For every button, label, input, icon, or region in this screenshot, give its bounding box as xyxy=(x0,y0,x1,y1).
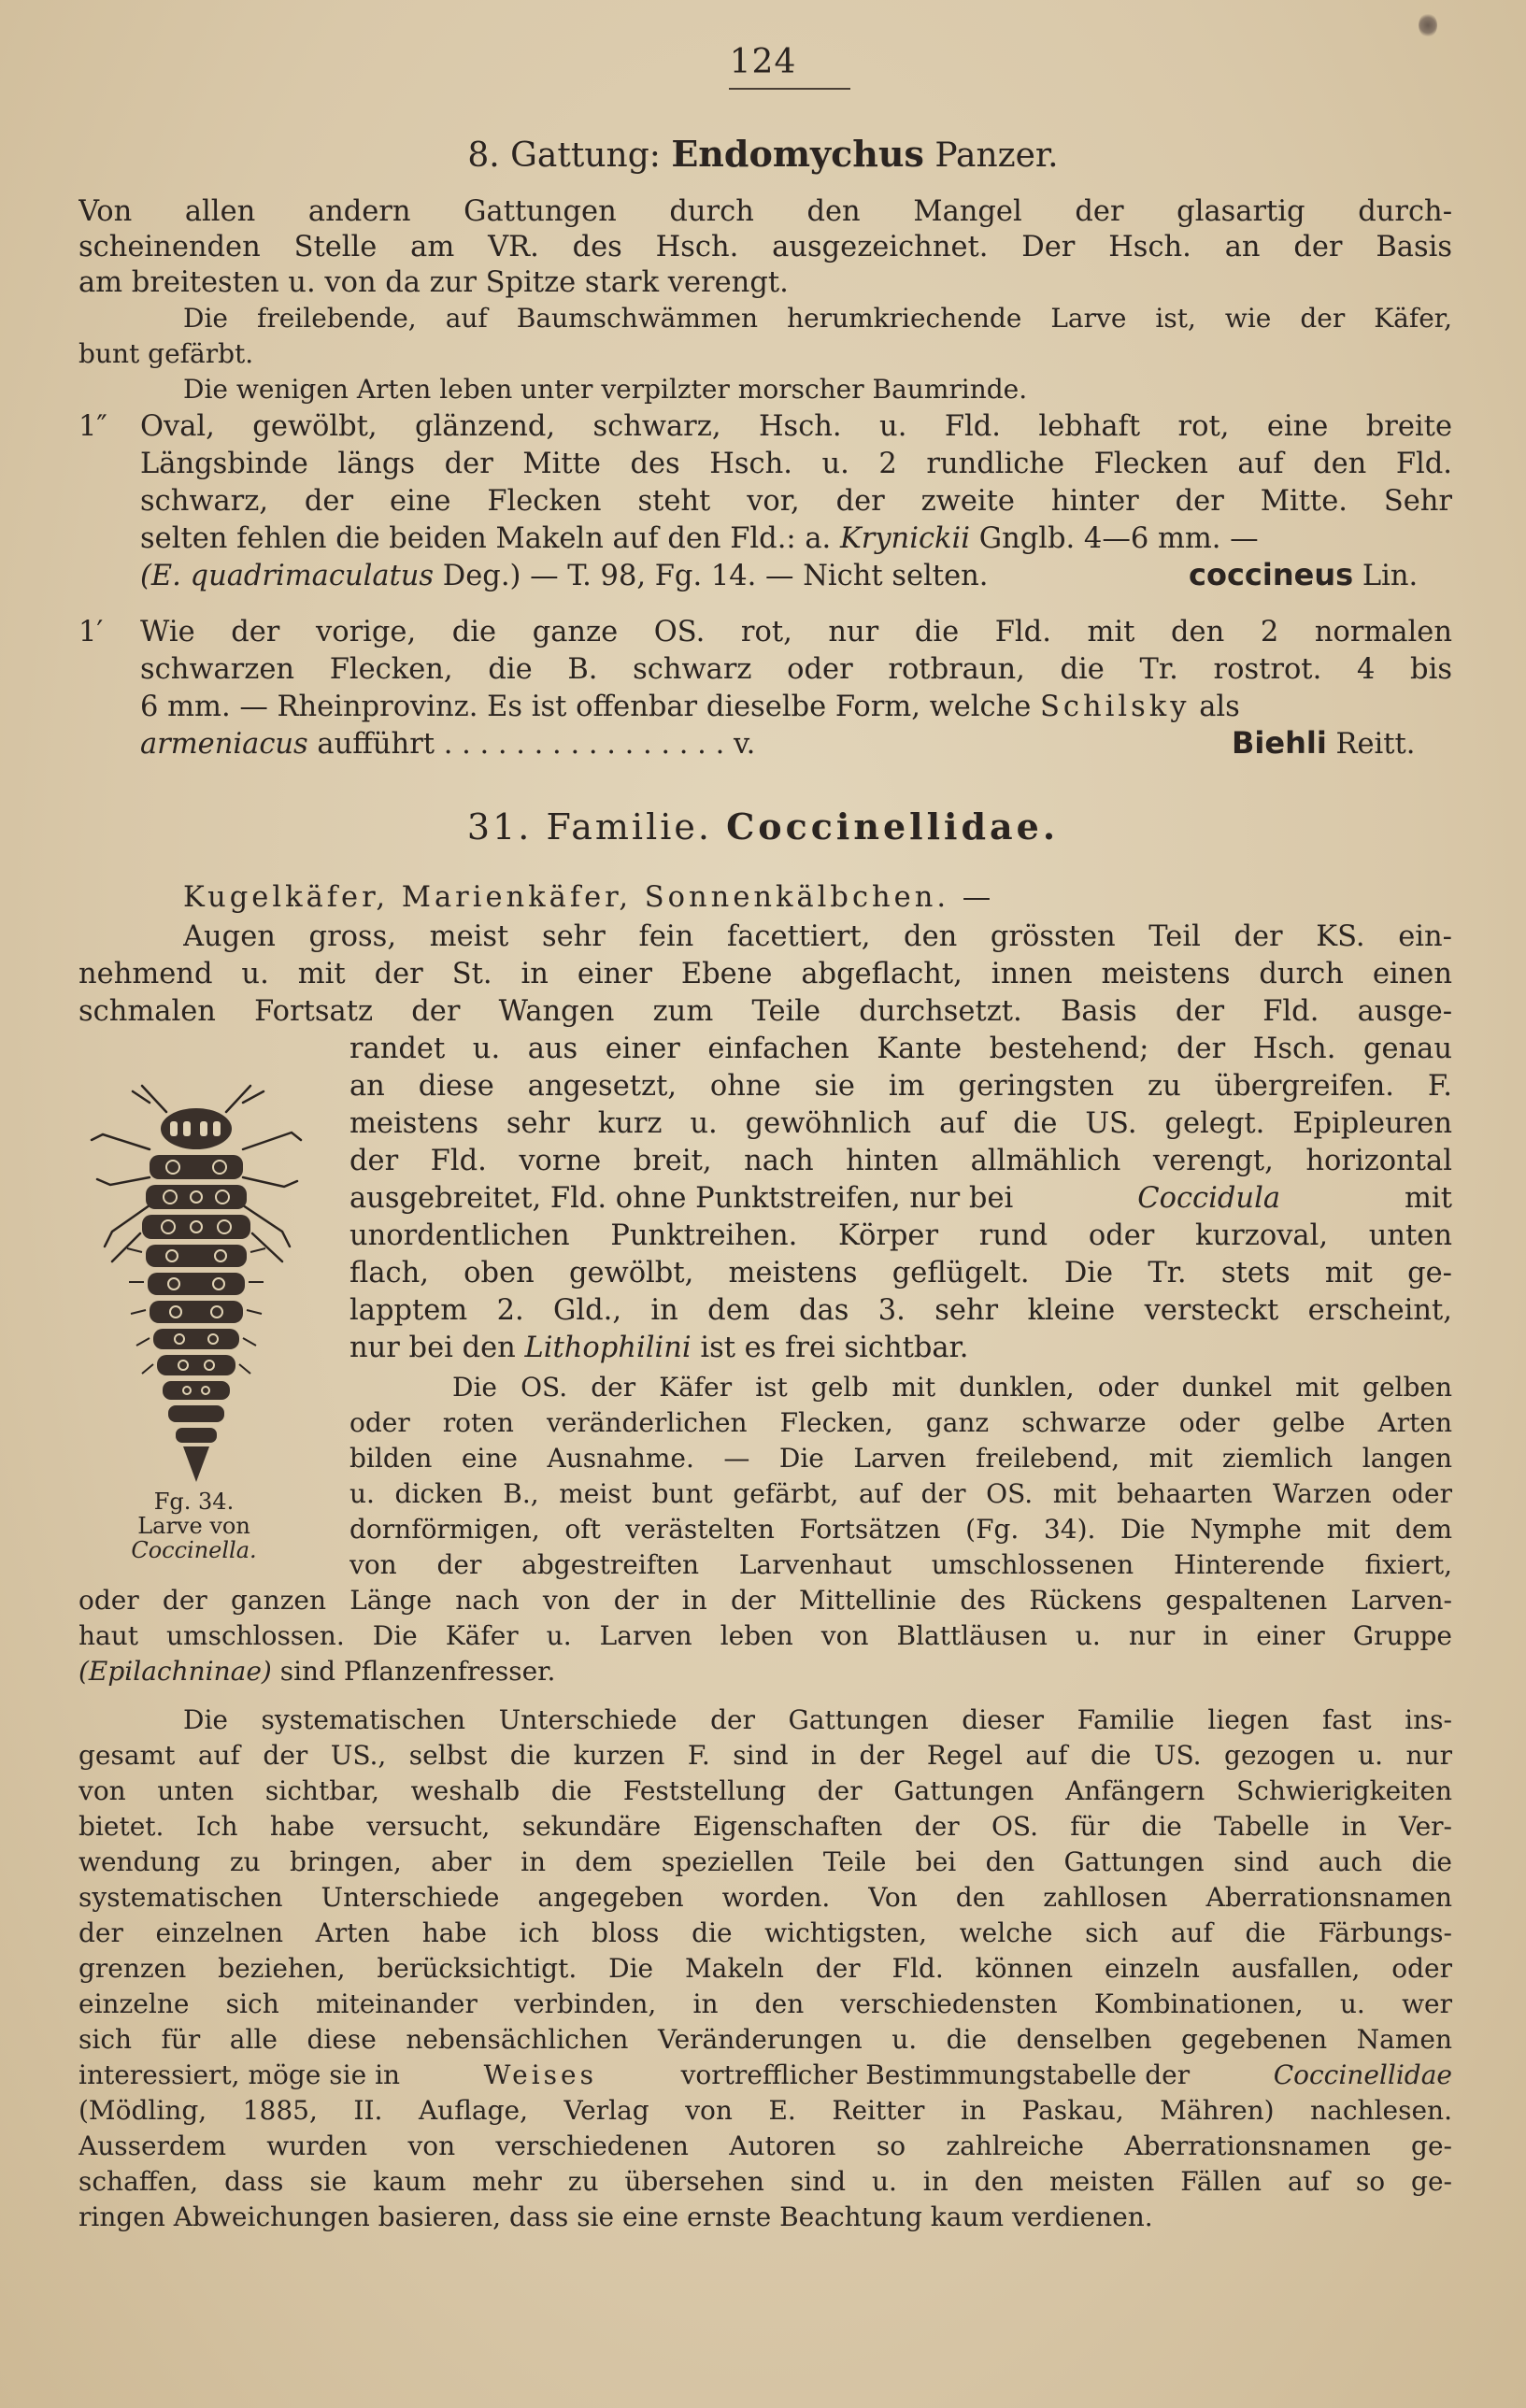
key-line: armeniacus aufführt . . . . . . . . . . . . . . . . v. xyxy=(140,728,756,761)
text-line: am breitesten u. von da zur Spitze stark verengt. xyxy=(78,266,789,299)
small-text-line: von unten sichtbar, weshalb die Feststellung der Gattungen Anfängern Schwierigkeiten xyxy=(78,1775,1452,1806)
key-line: Wie der vorige, die ganze OS. rot, nur die Fld. mit den 2 normalen xyxy=(140,616,1452,648)
figure-caption-genus: Coccinella. xyxy=(131,1537,257,1563)
small-text-line: systematischen Unterschiede angegeben worden. Von den zahllosen Aberrationsnamen xyxy=(78,1882,1452,1913)
text-line: schmalen Fortsatz der Wangen zum Teile durchsetzt. Basis der Fld. ausge- xyxy=(78,995,1452,1028)
small-text-line: interessiert, möge sie in Weises vortrefflicher Bestimmungstabelle der Coccinellidae xyxy=(78,2059,1452,2090)
text-line: der Fld. vorne breit, nach hinten allmählich verengt, horizontal xyxy=(349,1145,1452,1177)
text-line: unordentlichen Punktreihen. Körper rund oder kurzoval, unten xyxy=(349,1219,1452,1252)
key-line: selten fehlen die beiden Makeln auf den Fld.: a. Krynickii Gnglb. 4—6 mm. — xyxy=(140,522,1259,555)
small-text-line: Ausserdem wurden von verschiedenen Autoren so zahlreiche Aberrationsnamen ge- xyxy=(78,2130,1452,2161)
text-line: lapptem 2. Gld., in dem das 3. sehr kleine versteckt erscheint, xyxy=(349,1294,1452,1327)
small-text-line: (Epilachninae) sind Pflanzenfresser. xyxy=(78,1656,556,1687)
small-text-line: bietet. Ich habe versucht, sekundäre Eigenschaften der OS. für die Tabelle in Ver- xyxy=(78,1811,1452,1842)
page-number: 124 xyxy=(729,43,797,81)
text-line: an diese angesetzt, ohne sie im geringsten zu übergreifen. F. xyxy=(349,1070,1452,1103)
species-name: Biehli Reitt. xyxy=(1232,725,1416,761)
small-text-line: oder der ganzen Länge nach von der in der Mittellinie des Rückens gespaltenen Larven- xyxy=(78,1585,1452,1616)
small-text-line: von der abgestreiften Larvenhaut umschlossenen Hinterende fixiert, xyxy=(349,1549,1452,1580)
small-text-line: bilden eine Ausnahme. — Die Larven freilebend, mit ziemlich langen xyxy=(349,1443,1452,1474)
text-line: meistens sehr kurz u. gewöhnlich auf die US. gelegt. Epipleuren xyxy=(349,1107,1452,1140)
text-line: randet u. aus einer einfachen Kante bestehend; der Hsch. genau xyxy=(349,1033,1452,1065)
figure-caption: Larve von xyxy=(137,1513,250,1539)
larva-illustration xyxy=(84,1075,308,1486)
text-line: nur bei den Lithophilini ist es frei sichtbar. xyxy=(349,1332,969,1364)
text-line: nehmend u. mit der St. in einer Ebene abgeflacht, innen meistens durch einen xyxy=(78,958,1452,990)
figure-number: Fg. 34. xyxy=(153,1489,235,1515)
text-line: Augen gross, meist sehr fein facettiert, den grössten Teil der KS. ein- xyxy=(183,920,1452,953)
text-line: Von allen andern Gattungen durch den Mangel der glasartig durch- xyxy=(78,195,1452,228)
text-line: ausgebreitet, Fld. ohne Punktstreifen, nur bei Coccidula mit xyxy=(349,1182,1452,1215)
small-text-line: (Mödling, 1885, II. Auflage, Verlag von E. Reitter in Paskau, Mähren) nachlesen. xyxy=(78,2095,1452,2126)
small-text-line: grenzen beziehen, berücksichtigt. Die Makeln der Fld. können einzeln ausfallen, oder xyxy=(78,1953,1452,1984)
key-line: Längsbinde längs der Mitte des Hsch. u. 2 rundliche Flecken auf den Fld. xyxy=(140,448,1452,480)
key-line: Oval, gewölbt, glänzend, schwarz, Hsch. u. Fld. lebhaft rot, eine breite xyxy=(140,410,1452,443)
small-text-line: wendung zu bringen, aber in dem speziellen Teile bei den Gattungen sind auch die xyxy=(78,1846,1452,1877)
key-line: schwarzen Flecken, die B. schwarz oder rotbraun, die Tr. rostrot. 4 bis xyxy=(140,653,1452,686)
small-text-line: Die systematischen Unterschiede der Gattungen dieser Familie liegen fast ins- xyxy=(183,1704,1452,1735)
small-text-line: der einzelnen Arten habe ich bloss die wichtigsten, welche sich auf die Färbungs- xyxy=(78,1917,1452,1948)
page-number-rule xyxy=(729,88,850,90)
small-text-line: bunt gefärbt. xyxy=(78,338,254,369)
common-names: Kugelkäfer, Marienkäfer, Sonnenkälbchen. — xyxy=(183,881,995,914)
family-heading: 31. Familie. Coccinellidae. xyxy=(466,805,1060,848)
small-text-line: u. dicken B., meist bunt gefärbt, auf der OS. mit behaarten Warzen oder xyxy=(349,1478,1452,1509)
small-text-line: Die freilebende, auf Baumschwämmen herumkriechende Larve ist, wie der Käfer, xyxy=(183,303,1452,334)
small-text-line: Die OS. der Käfer ist gelb mit dunklen, oder dunkel mit gelben xyxy=(452,1372,1452,1403)
species-name: coccineus Lin. xyxy=(1189,557,1419,592)
key-line: (E. quadrimaculatus Deg.) — T. 98, Fg. 14. — Nicht selten. xyxy=(140,560,989,592)
genus-author: Panzer. xyxy=(934,136,1059,175)
ink-spot xyxy=(1419,13,1437,37)
text-line: flach, oben gewölbt, meistens geflügelt. Die Tr. stets mit ge- xyxy=(349,1257,1452,1289)
genus-name: Endomychus xyxy=(671,133,924,175)
small-text-line: haut umschlossen. Die Käfer u. Larven leben von Blattläusen u. nur in einer Gruppe xyxy=(78,1620,1452,1651)
genus-heading xyxy=(0,133,1526,175)
key-line: schwarz, der eine Flecken steht vor, der zweite hinter der Mitte. Sehr xyxy=(140,485,1452,518)
small-text-line: dornförmigen, oft verästelten Fortsätzen (Fg. 34). Die Nymphe mit dem xyxy=(349,1514,1452,1545)
small-text-line: ringen Abweichungen basieren, dass sie eine ernste Beachtung kaum verdienen. xyxy=(78,2201,1153,2232)
small-text-line: gesamt auf der US., selbst die kurzen F. sind in der Regel auf die US. gezogen u. nur xyxy=(78,1740,1452,1771)
small-text-line: Die wenigen Arten leben unter verpilzter morscher Baumrinde. xyxy=(183,374,1028,405)
small-text-line: einzelne sich miteinander verbinden, in den verschiedensten Kombinationen, u. wer xyxy=(78,1988,1452,2019)
small-text-line: sich für alle diese nebensächlichen Veränderungen u. die denselben gegebenen Namen xyxy=(78,2024,1452,2055)
key-marker: 1′ xyxy=(78,616,104,648)
small-text-line: schaffen, dass sie kaum mehr zu übersehen sind u. in den meisten Fällen auf so ge- xyxy=(78,2166,1452,2197)
genus-heading-prefix: 8. Gattung: xyxy=(467,136,661,175)
key-line: 6 mm. — Rheinprovinz. Es ist offenbar dieselbe Form, welche Schilsky als xyxy=(140,691,1240,723)
small-text-line: oder roten veränderlichen Flecken, ganz schwarze oder gelbe Arten xyxy=(349,1407,1452,1438)
key-marker: 1″ xyxy=(78,410,107,443)
text-line: scheinenden Stelle am VR. des Hsch. ausgezeichnet. Der Hsch. an der Basis xyxy=(78,231,1452,264)
